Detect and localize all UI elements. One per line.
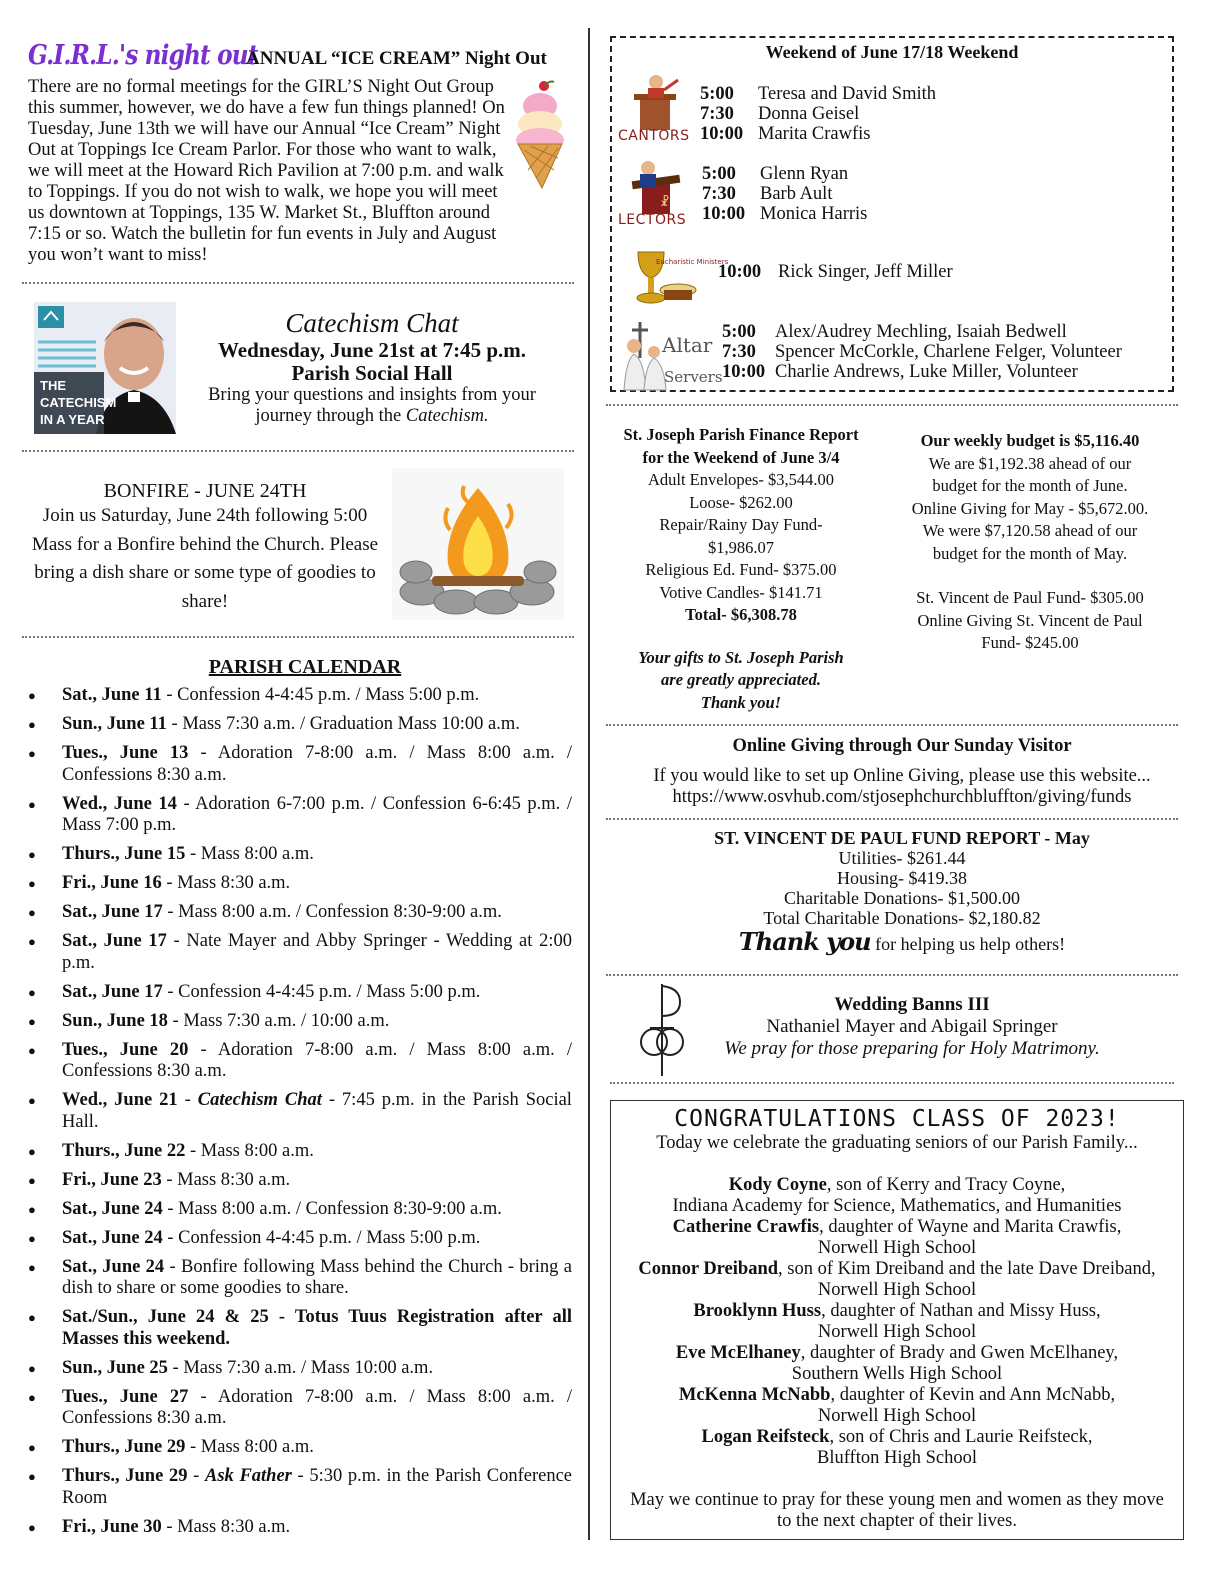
finance-thanks: Thank you!	[700, 692, 782, 712]
online-giving-link[interactable]: https://www.osvhub.com/stjosephchurchbluffton/giving/funds	[672, 787, 1132, 807]
catechism-badge-line2: CATECHISM	[40, 395, 117, 410]
catechism-chat-date: Wednesday, June 21st at 7:45 p.m.	[217, 338, 527, 362]
catechism-chat-title: Catechism Chat	[285, 308, 459, 338]
eucharistic-ministers-schedule: 10:00 Rick Singer, Jeff Miller	[718, 262, 953, 282]
graduate-entry: Connor Dreiband, son of Kim Dreiband and the late Dave Dreiband, Norwell High School	[611, 1259, 1183, 1301]
finance-total: Total- $6,308.78	[685, 605, 797, 624]
section-divider	[22, 282, 574, 284]
graduate-entry: Eve McElhaney, daughter of Brady and Gwen McElhaney, Southern Wells High School	[611, 1343, 1183, 1385]
calendar-item: ● Tues., June 27 - Adoration 7-8:00 a.m. / Mass 8:00 a.m. / Confessions 8:30 a.m.	[28, 1387, 572, 1430]
ministry-schedule-title: Weekend of June 17/18 Weekend	[765, 42, 1019, 62]
section-divider	[606, 974, 1178, 976]
svdp-report-line: Total Charitable Donations- $2,180.82	[763, 908, 1041, 928]
wedding-banns-section	[690, 994, 1134, 1060]
bonfire-body: Join us Saturday, June 24th following 5:00 Mass for a Bonfire behind the Church. Please bring a dish share or some type of goodies to share!	[31, 505, 379, 612]
graduate-entry: Catherine Crawfis, daughter of Wayne and Marita Crawfis, Norwell High School	[611, 1217, 1183, 1259]
svdp-report-section	[610, 828, 1194, 954]
bonfire-title: BONFIRE - JUNE 24TH	[103, 480, 307, 502]
altar-servers-schedule: 5:00 Alex/Audrey Mechling, Isaiah Bedwell 7:30 Spencer McCorkle, Charlene Felger, Volunteer 10:00 Charlie Andrews, Luke Miller, Volunteer	[722, 322, 1122, 382]
calendar-item: ● Sat., June 17 - Mass 8:00 a.m. / Confession 8:30-9:00 a.m.	[28, 902, 572, 924]
svdp-fund-line: St. Vincent de Paul Fund- $305.00	[916, 588, 1144, 607]
finance-report-section	[606, 424, 876, 714]
calendar-item: ● Sun., June 25 - Mass 7:30 a.m. / Mass 10:00 a.m.	[28, 1358, 572, 1380]
ministry-schedule-box	[610, 36, 1174, 392]
calendar-item: ● Sun., June 11 - Mass 7:30 a.m. / Graduation Mass 10:00 a.m.	[28, 714, 572, 736]
graduate-entry: McKenna McNabb, daughter of Kevin and Ann McNabb, Norwell High School	[611, 1385, 1183, 1427]
cantor-icon	[618, 74, 700, 148]
graduate-name: Eve McElhaney	[675, 1343, 801, 1363]
cantors-schedule: 5:00 Teresa and David Smith 7:30 Donna Geisel 10:00 Marita Crawfis	[700, 84, 937, 144]
graduate-entry: Kody Coyne, son of Kerry and Tracy Coyne, Indiana Academy for Science, Mathematics, and Humanities	[611, 1175, 1183, 1217]
girls-night-out-logo: G.I.R.L.'s night out	[28, 40, 258, 71]
graduate-entry: Logan Reifsteck, son of Chris and Laurie Reifsteck, Bluffton High School	[611, 1427, 1183, 1469]
graduate-name: Logan Reifsteck	[701, 1427, 830, 1447]
budget-section	[886, 430, 1174, 655]
online-giving-title: Online Giving through Our Sunday Visitor	[732, 736, 1072, 756]
calendar-item: ● Sun., June 18 - Mass 7:30 a.m. / 10:00 a.m.	[28, 1011, 572, 1033]
catechism-chat-location: Parish Social Hall	[291, 361, 453, 385]
graduate-school: Southern Wells High School	[791, 1364, 1003, 1384]
lectors-label: LECTORS	[618, 212, 687, 228]
budget-line: We are $1,192.38 ahead of our	[928, 453, 1132, 473]
parish-calendar-title: PARISH CALENDAR	[208, 656, 402, 678]
section-divider	[606, 818, 1178, 820]
graduate-school: Norwell High School	[817, 1406, 977, 1426]
catechism-in-a-year-photo	[34, 302, 176, 434]
finance-line: Adult Envelopes- $3,544.00	[647, 470, 835, 489]
graduate-name: Kody Coyne	[728, 1175, 827, 1195]
finance-line: Religious Ed. Fund- $375.00	[645, 560, 837, 579]
calendar-item: ● Thurs., June 15 - Mass 8:00 a.m.	[28, 844, 572, 866]
graduate-school: Bluffton High School	[817, 1448, 977, 1468]
girls-night-out-section	[28, 40, 578, 266]
section-divider	[22, 450, 574, 452]
calendar-item: ● Wed., June 14 - Adoration 6-7:00 p.m. / Confession 6-6:45 p.m. / Mass 7:00 p.m.	[28, 794, 572, 837]
graduate-name: Brooklynn Huss	[693, 1301, 822, 1321]
wedding-rings-cross-icon	[634, 982, 694, 1078]
eucharistic-ministers-icon	[630, 246, 729, 314]
finance-report-title: St. Joseph Parish Finance Report	[623, 425, 859, 444]
graduate-entry: Brooklynn Huss, daughter of Nathan and Missy Huss, Norwell High School	[611, 1301, 1183, 1343]
finance-line: $1,986.07	[708, 537, 774, 557]
graduate-school: Norwell High School	[817, 1280, 977, 1300]
graduates-intro: Today we celebrate the graduating seniors of our Parish Family...	[656, 1133, 1138, 1153]
column-divider	[588, 28, 590, 1540]
svg-text:☧: ☧	[660, 195, 670, 209]
section-divider	[606, 404, 1178, 406]
budget-line: We were $7,120.58 ahead of our	[922, 521, 1138, 540]
graduates-title: CONGRATULATIONS CLASS OF 2023!	[674, 1106, 1120, 1132]
calendar-item: ● Sat./Sun., June 24 & 25 - Totus Tuus Registration after all Masses this weekend.	[28, 1307, 572, 1350]
section-divider	[606, 724, 1178, 726]
eucharistic-ministers-label: Eucharistic Ministers	[656, 258, 729, 266]
graduate-school: Norwell High School	[817, 1238, 977, 1258]
calendar-item: ● Tues., June 20 - Adoration 7-8:00 a.m. / Mass 8:00 a.m. / Confessions 8:30 a.m.	[28, 1040, 572, 1083]
wedding-banns-couple: Nathaniel Mayer and Abigail Springer	[766, 1016, 1058, 1037]
budget-line: Online Giving for May - $5,672.00.	[911, 498, 1149, 518]
wedding-banns-title: Wedding Banns III	[834, 994, 990, 1015]
altar-servers-icon	[620, 318, 723, 390]
graduates-list	[611, 1175, 1183, 1469]
catechism-chat-section	[190, 308, 554, 427]
calendar-item: ● Sat., June 17 - Nate Mayer and Abby Springer - Wedding at 2:00 p.m.	[28, 931, 572, 974]
svdp-report-line: Utilities- $261.44	[838, 848, 966, 868]
section-divider	[610, 1082, 1174, 1084]
wedding-banns-prayer: We pray for those preparing for Holy Matrimony.	[724, 1038, 1100, 1059]
budget-line: budget for the month of May.	[932, 543, 1128, 563]
budget-line: budget for the month of June.	[932, 476, 1128, 495]
cantors-label: CANTORS	[618, 128, 690, 144]
graduate-school: Indiana Academy for Science, Mathematics, and Humanities	[672, 1196, 1122, 1216]
calendar-item: ● Fri., June 30 - Mass 8:30 a.m.	[28, 1517, 572, 1539]
finance-thanks: Your gifts to St. Joseph Parish	[638, 647, 844, 667]
online-giving-text: If you would like to set up Online Giving, please use this website...	[653, 766, 1151, 786]
calendar-item: ● Sat., June 24 - Confession 4-4:45 p.m. / Mass 5:00 p.m.	[28, 1228, 572, 1250]
calendar-item: ● Wed., June 21 - Catechism Chat - 7:45 p.m. in the Parish Social Hall.	[28, 1090, 572, 1133]
catechism-badge-line3: IN A YEAR	[40, 412, 105, 427]
calendar-item: ● Sat., June 24 - Mass 8:00 a.m. / Confession 8:30-9:00 a.m.	[28, 1199, 572, 1221]
parish-calendar-section	[28, 656, 572, 1546]
calendar-item: ● Fri., June 23 - Mass 8:30 a.m.	[28, 1170, 572, 1192]
calendar-item: ● Fri., June 16 - Mass 8:30 a.m.	[28, 873, 572, 895]
calendar-item: ● Sat., June 24 - Bonfire following Mass behind the Church - bring a dish to share or some goodies to share.	[28, 1257, 572, 1300]
campfire-icon	[392, 468, 564, 620]
svdp-report-title: ST. VINCENT DE PAUL FUND REPORT - May	[714, 828, 1090, 848]
girls-night-out-body: There are no formal meetings for the GIRL’S Night Out Group this summer, however, we do have a few fun things planned! On Tuesday, June 13th we will have our Annual “Ice Cream” Night Out at Toppings Ice Cream Parlor. For those who want to walk, we will meet at the Howard Rich Pavilion at 7:00 p.m. and walk to Toppings. If you do not wish to walk, we hope you will meet us downtown at Toppings, 135 W. Market St., Bluffton around 7:15 or so. Watch the bulletin for fun events in July and August you won’t want to miss!	[28, 77, 505, 265]
weekly-budget: Our weekly budget is $5,116.40	[920, 431, 1140, 450]
section-divider	[22, 636, 574, 638]
graduate-school: Norwell High School	[817, 1322, 977, 1342]
catechism-badge-line1: THE	[40, 378, 66, 393]
graduates-closing: May we continue to pray for these young men and women as they move to the next chapter of their lives.	[630, 1490, 1164, 1531]
altar-servers-label-bottom: Servers	[664, 368, 723, 386]
lector-icon	[618, 158, 700, 232]
lectors-schedule: 5:00 Glenn Ryan 7:30 Barb Ault 10:00 Monica Harris	[702, 164, 868, 224]
finance-report-subtitle: for the Weekend of June 3/4	[642, 447, 840, 467]
finance-line: Votive Candles- $141.71	[659, 582, 823, 602]
graduate-name: Catherine Crawfis	[672, 1217, 820, 1237]
svdp-fund-line: Fund- $245.00	[981, 633, 1079, 652]
svdp-report-line: Charitable Donations- $1,500.00	[784, 888, 1020, 908]
finance-thanks: are greatly appreciated.	[661, 670, 821, 689]
graduate-name: Connor Dreiband	[638, 1259, 779, 1279]
altar-servers-label-top: Altar	[662, 333, 713, 357]
ice-cream-cone-icon	[514, 78, 566, 190]
svdp-fund-line: Online Giving St. Vincent de Paul	[917, 610, 1143, 630]
calendar-item: ● Sat., June 11 - Confession 4-4:45 p.m. / Mass 5:00 p.m.	[28, 685, 572, 707]
calendar-item: ● Thurs., June 29 - Mass 8:00 a.m.	[28, 1437, 572, 1459]
parish-calendar-list	[28, 685, 572, 1538]
svdp-report-line: Housing- $419.38	[837, 868, 967, 888]
svdp-thanks: Thank you for helping us help others!	[738, 927, 1066, 956]
online-giving-section	[610, 736, 1194, 808]
calendar-item: ● Thurs., June 29 - Ask Father - 5:30 p.m. in the Parish Conference Room	[28, 1466, 572, 1509]
calendar-item: ● Thurs., June 22 - Mass 8:00 a.m.	[28, 1141, 572, 1163]
finance-line: Repair/Rainy Day Fund-	[659, 515, 823, 534]
graduate-name: McKenna McNabb	[678, 1385, 831, 1405]
catechism-chat-description: Bring your questions and insights from your journey through the Catechism.	[208, 385, 536, 426]
girls-night-out-heading: ANNUAL “ICE CREAM” Night Out	[246, 48, 547, 69]
finance-line: Loose- $262.00	[689, 492, 793, 512]
calendar-item: ● Sat., June 17 - Confession 4-4:45 p.m. / Mass 5:00 p.m.	[28, 982, 572, 1004]
graduates-section	[610, 1100, 1184, 1540]
bonfire-section	[28, 480, 382, 616]
calendar-item: ● Tues., June 13 - Adoration 7-8:00 a.m. / Mass 8:00 a.m. / Confessions 8:30 a.m.	[28, 743, 572, 786]
